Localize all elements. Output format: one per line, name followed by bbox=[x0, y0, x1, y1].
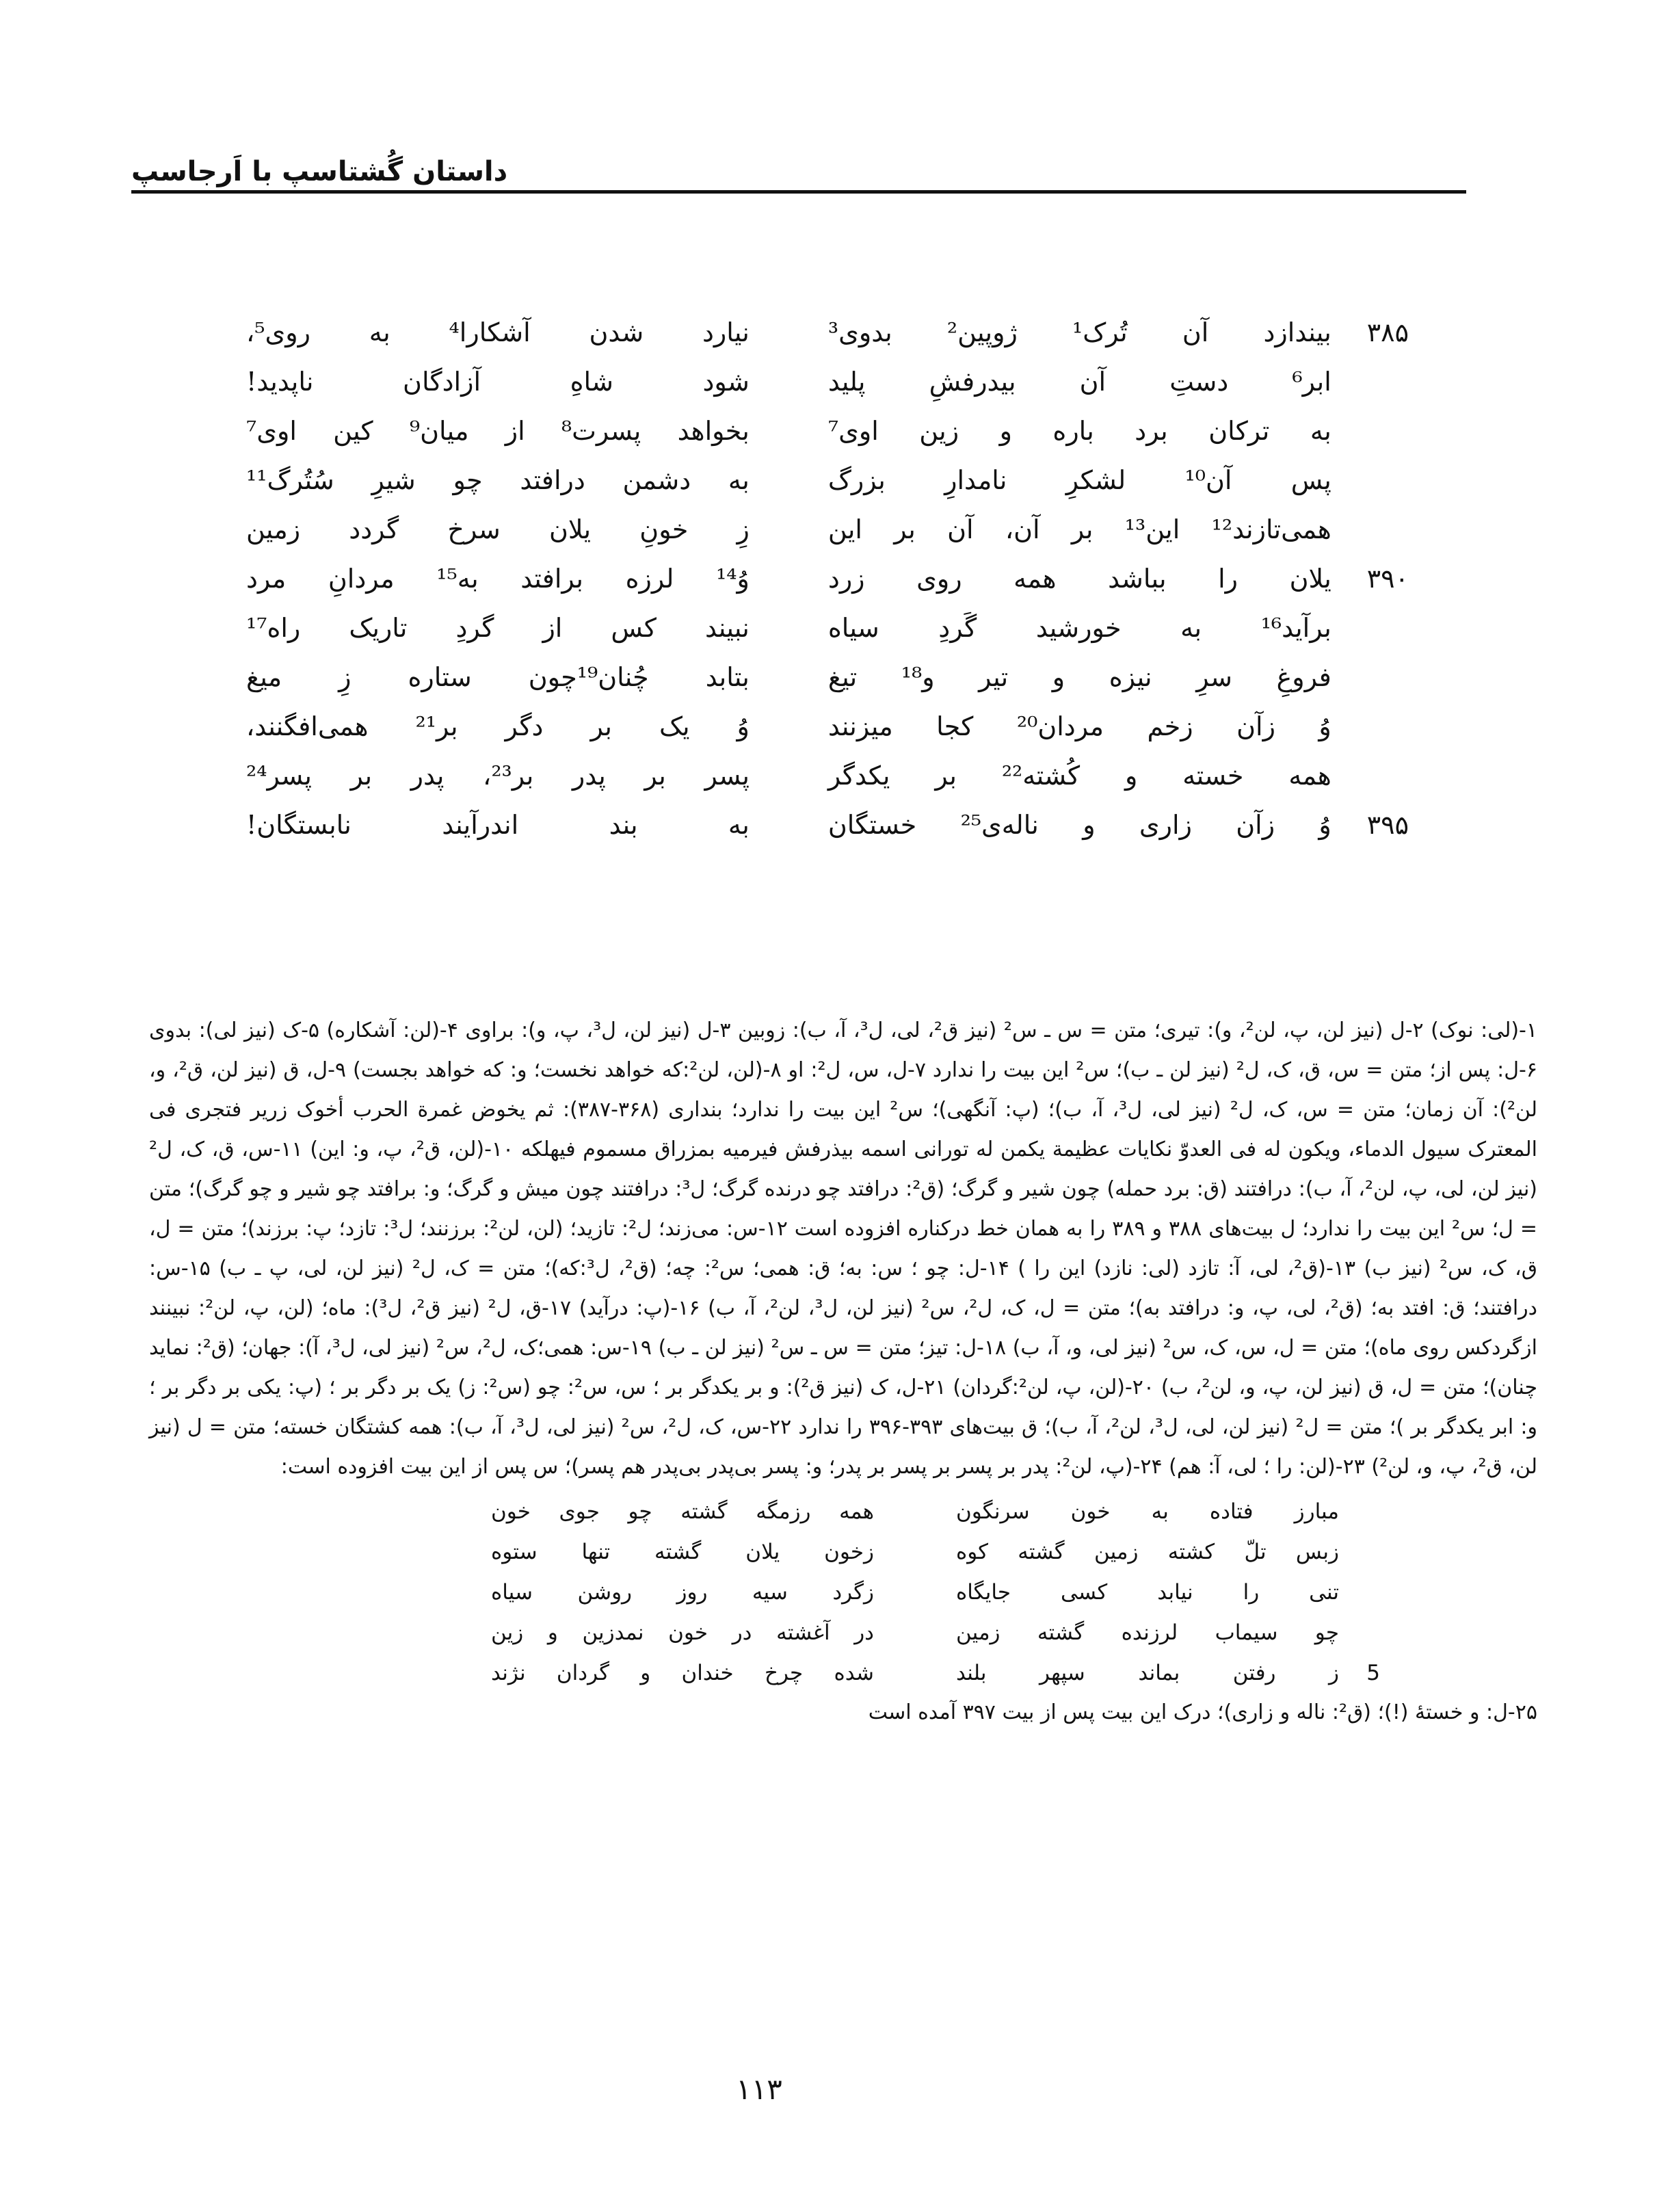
verse-row bbox=[233, 456, 1409, 505]
added-second-hemistich: زخون یلان گشته تنها ستوه bbox=[491, 1539, 874, 1564]
added-verse-row bbox=[149, 1572, 1380, 1612]
second-hemistich: زِ خونِ یلان سرخ گردد زمین bbox=[246, 514, 750, 544]
poem-body bbox=[233, 308, 1409, 850]
added-second-hemistich: در آغشته در خون نمدزین و زین bbox=[491, 1620, 874, 1645]
verse-number: ۳۹۵ bbox=[1366, 810, 1409, 840]
added-verse-row bbox=[149, 1531, 1380, 1572]
added-first-hemistich: چو سیماب لرزنده گشته زمین bbox=[956, 1620, 1339, 1645]
verse-row bbox=[233, 653, 1409, 702]
verse-row bbox=[233, 357, 1409, 406]
added-second-hemistich: شده چرخ خندان و گردان نژند bbox=[491, 1660, 874, 1685]
first-hemistich: همی‌تازند¹² این¹³ بر آن، آن بر این bbox=[827, 514, 1331, 544]
added-verse-row bbox=[149, 1612, 1380, 1653]
verse-number: ۳۹۰ bbox=[1366, 564, 1409, 594]
first-hemistich: وُ زآن زخم مردان²⁰ کجا میزنند bbox=[827, 711, 1331, 741]
first-hemistich: به ترکان برد باره و زین اوی⁷ bbox=[827, 416, 1331, 446]
verse-row bbox=[233, 505, 1409, 554]
second-hemistich: وُ¹⁴ لرزه برافتد به¹⁵ مردانِ مرد bbox=[246, 564, 750, 594]
chapter-title: داستان گُشتاسپ با اَرجاسپ bbox=[131, 156, 508, 187]
added-verse-row bbox=[149, 1653, 1380, 1693]
footnotes-section bbox=[149, 1011, 1537, 1733]
second-hemistich: به بند اندرآیند نابستگان! bbox=[246, 810, 750, 840]
verse-row bbox=[233, 800, 1409, 850]
verse-row bbox=[233, 406, 1409, 456]
second-hemistich: پسر بر پدر بر²³، پدر بر پسر²⁴ bbox=[246, 761, 750, 791]
first-hemistich: فروغِ سرِ نیزه و تیر و¹⁸ تیغ bbox=[827, 662, 1331, 692]
verse-row bbox=[233, 702, 1409, 751]
second-hemistich: نبیند کس از گردِ تاریک راه¹⁷ bbox=[246, 613, 750, 643]
second-hemistich: وُ یک بر دگر بر²¹ همی‌افگنند، bbox=[246, 711, 750, 741]
first-hemistich: ابر⁶ دستِ آن بیدرفشِ پلید bbox=[827, 367, 1331, 397]
first-hemistich: برآید¹⁶ به خورشید گَردِ سیاه bbox=[827, 613, 1331, 643]
added-first-hemistich: ز رفتن بماند سپهر بلند bbox=[956, 1660, 1339, 1685]
running-header bbox=[131, 152, 1466, 194]
verse-number: ۳۸۵ bbox=[1366, 317, 1409, 347]
first-hemistich: همه خسته و کُشته²² بر یکدگر bbox=[827, 761, 1331, 791]
verse-row bbox=[233, 308, 1409, 357]
verse-row bbox=[233, 554, 1409, 603]
first-hemistich: وُ زآن زاری و ناله‌ی²⁵ خستگان bbox=[827, 810, 1331, 840]
second-hemistich: بخواهد پسرت⁸ از میان⁹ کین اوی⁷ bbox=[246, 416, 750, 446]
second-hemistich: به دشمن درافتد چو شیرِ سُتُرگ¹¹ bbox=[246, 465, 750, 495]
added-first-hemistich: تنی را نیابد کسی جایگاه bbox=[956, 1579, 1339, 1605]
added-verse-number: 5 bbox=[1366, 1660, 1380, 1685]
added-verses-block bbox=[149, 1491, 1537, 1693]
verse-row bbox=[233, 603, 1409, 653]
verse-row bbox=[233, 751, 1409, 800]
added-first-hemistich: مبارز فتاده به خون سرنگون bbox=[956, 1499, 1339, 1524]
first-hemistich: پس آن¹⁰ لشکرِ نامدارِ بزرگ bbox=[827, 465, 1331, 495]
added-second-hemistich: زگرد سیه روز روشن سیاه bbox=[491, 1579, 874, 1605]
added-first-hemistich: زبس تلّ کشته زمین گشته کوه bbox=[956, 1539, 1339, 1564]
second-hemistich: شود شاهِ آزادگان ناپدید! bbox=[246, 367, 750, 397]
second-hemistich: نیارد شدن آشکارا⁴ به روی⁵، bbox=[246, 317, 750, 347]
first-hemistich: بیندازد آن تُرک¹ ژوپین² بدوی³ bbox=[827, 317, 1331, 347]
footnotes-text: ۱-(لی: نوک) ۲-ل (نیز لن، پ، لن²، و): تیری؛ متن = س ـ س² (نیز ق²، لی، ل³، آ، ب): زوبین ۳-ل (نیز لن، ل³، پ، و): براوی ۴-(لن: آشکاره) ۵-ک (نیز لی): بدوی ۶-ل: پس از؛ متن = س، ق، ک، ل² (نیز لن ـ ب)؛ س² این بیت را ندارد ۷-ل، س، ل²: او ۸-(لن، لن²:که خواهد نخست؛ و: که خواهد بجست) ۹-ل، ق (نیز لن، ق²، و، لن²): آن زمان؛ متن = س، ک، ل² (نیز لی، ل³، آ، ب)؛ (پ: آنگهی)؛ س² این بیت را ندارد؛ بنداری (۳۶۸-۳۸۷): ثم یخوض غمرة الحرب أخوک زریر فتجری فی المعترک سیول الدماء، ویکون له فی العدوّ نکایات عظیمة یکمن له تورانی اسمه بیذرفش فیرمیه بمزراق مسموم فیهلکه ۱۰-(لن، ق²، پ، و: این) ۱۱-س، ق، ک، ل² (نیز لن، لی، پ، لن²، آ، ب): درافتند (ق: برد حمله) چون شیر و گرگ؛ (ق²: درافتد چو درنده گرگ؛ ل³: درافتند چون میش و گرگ؛ و: برافتد چو شیر و چو گرگ)؛ متن = ل؛ س² این بیت را ندارد؛ ل بیت‌های ۳۸۸ و ۳۸۹ را به همان خط درکناره افزوده است ۱۲-س: می‌زند؛ ل²: تازید؛ (لن، لن²: برزنند؛ ل³: تازد؛ پ: برزند)؛ متن = ل، ق، ک، س² (نیز ب) ۱۳-(ق²، لی، آ: تازد (لی: نازد) این را ) ۱۴-ل: چو ؛ س: به؛ ق: همی؛ س²: چه؛ (ق²، ل³:که)؛ متن = ک، ل² (نیز لن، لی، پ ـ ب) ۱۵-س: درافتند؛ ق: افتد به؛ (ق²، لی، پ، و: درافتد به)؛ متن = ل، ک، ل²، س² (نیز لن، ل³، لن²، آ، ب) ۱۶-(پ: درآید) ۱۷-ق، ل² (نیز ق²، ل³): ماه؛ (لن، پ، لن²: نبینند ازگردکس روی ماه)؛ متن = ل، س، ک، س² (نیز لی، و، آ، ب) ۱۸-ل: تیز؛ متن = س ـ س² (نیز لن ـ ب) ۱۹-س: همی؛ک، ل²، س² (نیز لی، ل³، آ): جهان؛ (ق²: نماید چنان)؛ متن = ل، ق (نیز لن، پ، و، لن²، ب) ۲۰-(لن، پ، لن²:گردان) ۲۱-ل، ک (نیز ق²): و بر یکدگر بر ؛ س، س²: چو (س²: ز) یک بر دگر بر ؛ (پ: یکی بر دگر بر ؛ و: ابر یکدگر بر )؛ متن = ل² (نیز لن، لی، ل³، لن²، آ، ب)؛ ق بیت‌های ۳۹۳-۳۹۶ را ندارد ۲۲-س، ک، ل²، س² (نیز لی، ل³، آ، ب): همه کشتگان خسته؛ متن = ل (نیز لن، ق²، پ، و، لن²) ۲۳-(لن: را ؛ لی، آ: هم) ۲۴-(پ، لن²: پدر بر پسر بر پسر بر پدر؛ و: پسر بی‌پدر بی‌پدر هم پسر)؛ س پس از این بیت افزوده است: bbox=[149, 1018, 1538, 1479]
first-hemistich: یلان را بباشد همه روی زرد bbox=[827, 564, 1331, 594]
footnote-25: ۲۵-ل: و خستهٔ (!)؛ (ق²: ناله و زاری)؛ درک این بیت پس از بیت ۳۹۷ آمده است bbox=[868, 1700, 1537, 1724]
second-hemistich: بتابد چُنان¹⁹چون ستاره زِ میغ bbox=[246, 662, 750, 692]
added-verse-row bbox=[149, 1491, 1380, 1531]
page-number: ۱۱۳ bbox=[736, 2072, 782, 2106]
added-second-hemistich: همه رزمگه گشته چو جوی خون bbox=[491, 1499, 874, 1524]
